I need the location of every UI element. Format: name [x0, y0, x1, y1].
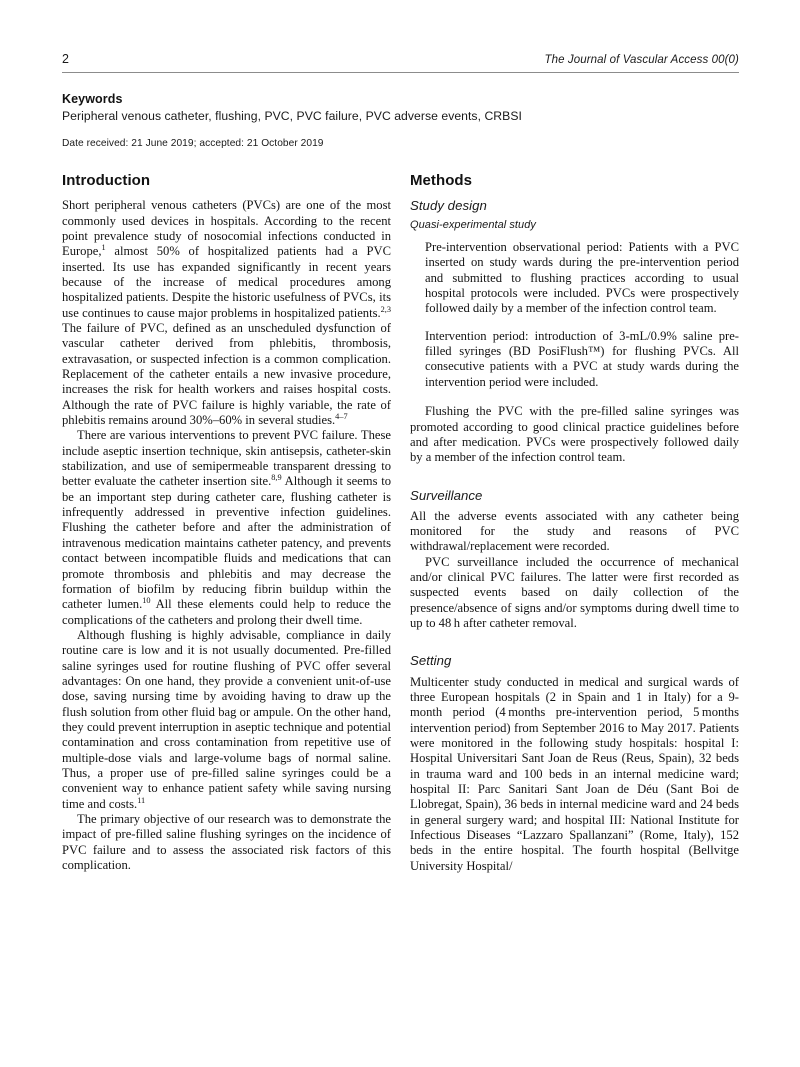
subsection-heading-setting: Setting: [410, 653, 452, 669]
paragraph: Pre-intervention observational period: Patients with a PVC inserted on study wards during the pre-intervention period and submitted to flushing practices according to usual hospital protocols were included. PVCs were prospectively followed daily by a member of the infection control team.: [425, 240, 739, 316]
paragraph: Short peripheral venous catheters (PVCs) are one of the most commonly used devices in hospitals. According to the recent point prevalence study of nosocomial infections conducted in Europe,$^1$ almost 50% of hospitalized patients had a PVC inserted. Its use has expanded significantly in recent years because of the increase of medical procedures among hospitalized patients. Despite the historic usefulness of PVCs, its use continues to cause major problems in hospitalized patients.$^{2,3}$ The failure of PVC, defined as an unscheduled dysfunction of vascular catheter derived from phlebitis, thrombosis, extravasation, or suspected infection is a common complication. Replacement of the catheter entails a new invasive procedure, increases the risk for health workers and raises hospital costs. Although the rate of PVC failure is highly variable, the rate of phlebitis remains around 30%–60% in several studies.$^{4-7}$: [62, 198, 391, 428]
subsection-heading-study-design: Study design: [410, 198, 487, 214]
reference-superscript: 8,9: [271, 473, 282, 483]
paragraph: All the adverse events associated with any catheter being monitored for the study and reasons of PVC withdrawal/replacement were recorded.: [410, 508, 739, 554]
date-received-line: Date received: 21 June 2019; accepted: 21 October 2019: [62, 138, 324, 149]
column-left: [62, 172, 391, 874]
setting-paragraphs: [410, 675, 739, 874]
keywords-list: Peripheral venous catheter, flushing, PVC, PVC failure, PVC adverse events, CRBSI: [62, 109, 522, 123]
reference-superscript: 2,3: [380, 304, 391, 314]
surveillance-paragraphs: [410, 509, 739, 632]
paragraph: Multicenter study conducted in medical and surgical wards of three European hospitals (2 in Spain and 1 in Italy) for a 9-month period (4 months pre-intervention period, 5 months intervention period) from September 2016 to May 2017. Patients were monitored in the following study hospitals: hospital I: Hospital Universitari Sant Joan de Reus (Reus, Spain), 32 beds in trauma ward and 100 beds in an internal medicine ward; hospital II: Parc Sanitari Sant Joan de Déu (Sant Boi de Llobregat, Spain), 36 beds in internal medicine ward and 24 beds in general surgery ward; and hospital III: National Institute for Infectious Diseases “Lazzaro Spallanzani” (Rome, Italy), 152 beds in the entire hospital. The fourth hospital (Bellvitge University Hospital/: [410, 674, 739, 873]
journal-title: The Journal of Vascular Access 00(0): [544, 54, 739, 66]
paragraph: Although flushing is highly advisable, compliance in daily routine care is low and it is not usually documented. Pre-filled saline syringes used for routine flushing of PVC offer several advantages: On one hand, they provide a convenient unit-of-use dose, saving nursing time by avoiding having to draw up the flush solution from other fluid bag or ampule. On the other hand, they could prevent interruption in aseptic technique and potential contamination and cross contamination from repetitive use of multiple-dose vials and large-volume bags of normal saline. Thus, a proper use of pre-filled saline syringes could be a convenient way to enhance patient safety while saving nursing time and costs.$^{11}$: [62, 627, 391, 811]
body-columns: [62, 172, 739, 874]
paragraph: There are various interventions to prevent PVC failure. These include aseptic insertion technique, skin antisepsis, catheter-skin stabilization, and use of semipermeable transparent dressing to better evaluate the catheter insertion site.$^{8,9}$ Although it seems to be an important step during catheter care, flushing catheter is infrequently addressed in preventive infection guidelines. Flushing the catheter before and after the administration of intravenous medication maintains catheter patency, and prevents contact between incompatible fluids and medications that can promote thrombosis and phlebitis and may decrease the formation of biofilm by reducing fibrin buildup within the catheter lumen.$^{10}$ All these elements could help to reduce the complications of the catheters and prolong their dwell time.: [62, 428, 392, 627]
introduction-paragraphs: [62, 198, 391, 873]
keywords-block: [62, 92, 739, 123]
reference-superscript: 10: [142, 596, 151, 605]
running-head: [62, 52, 739, 66]
subsection-heading-surveillance: Surveillance: [410, 487, 483, 503]
section-heading-methods: Methods: [410, 172, 473, 189]
column-right: [410, 172, 739, 874]
keywords-label: Keywords: [62, 92, 123, 106]
reference-superscript: 11: [137, 795, 146, 805]
paragraph: Intervention period: introduction of 3-mL/0.9% saline pre-filled syringes (BD PosiFlush™) for flushing PVCs. All consecutive patients with a PVC at study wards during the intervention period were included.: [425, 328, 739, 389]
section-heading-introduction: Introduction: [62, 172, 151, 189]
paragraph: PVC surveillance included the occurrence of mechanical and/or clinical PVC failures. The latter were first recorded as suspected events based on daily collection of the presence/absence of signs and/or symptoms during dwell time to up to 48 h after catheter removal.: [410, 554, 739, 631]
header-divider: [62, 72, 739, 73]
reference-superscript: 4–7: [335, 411, 348, 421]
paragraph: The primary objective of our research was to demonstrate the impact of pre-filled saline flushing syringes on the incidence of PVC failure and to assess the associated risk factors of this complication.: [62, 812, 391, 873]
paragraph: Flushing the PVC with the pre-filled saline syringes was promoted according to good clinical practice guidelines before and after medication. PVCs were prospectively followed daily by a member of the infection control team.: [410, 404, 739, 465]
reference-superscript: 1: [101, 243, 106, 253]
subsubsection-heading-quasi-experimental: Quasi-experimental study: [410, 219, 536, 232]
page-number: 2: [62, 52, 70, 66]
study-design-paragraphs: [410, 240, 739, 465]
